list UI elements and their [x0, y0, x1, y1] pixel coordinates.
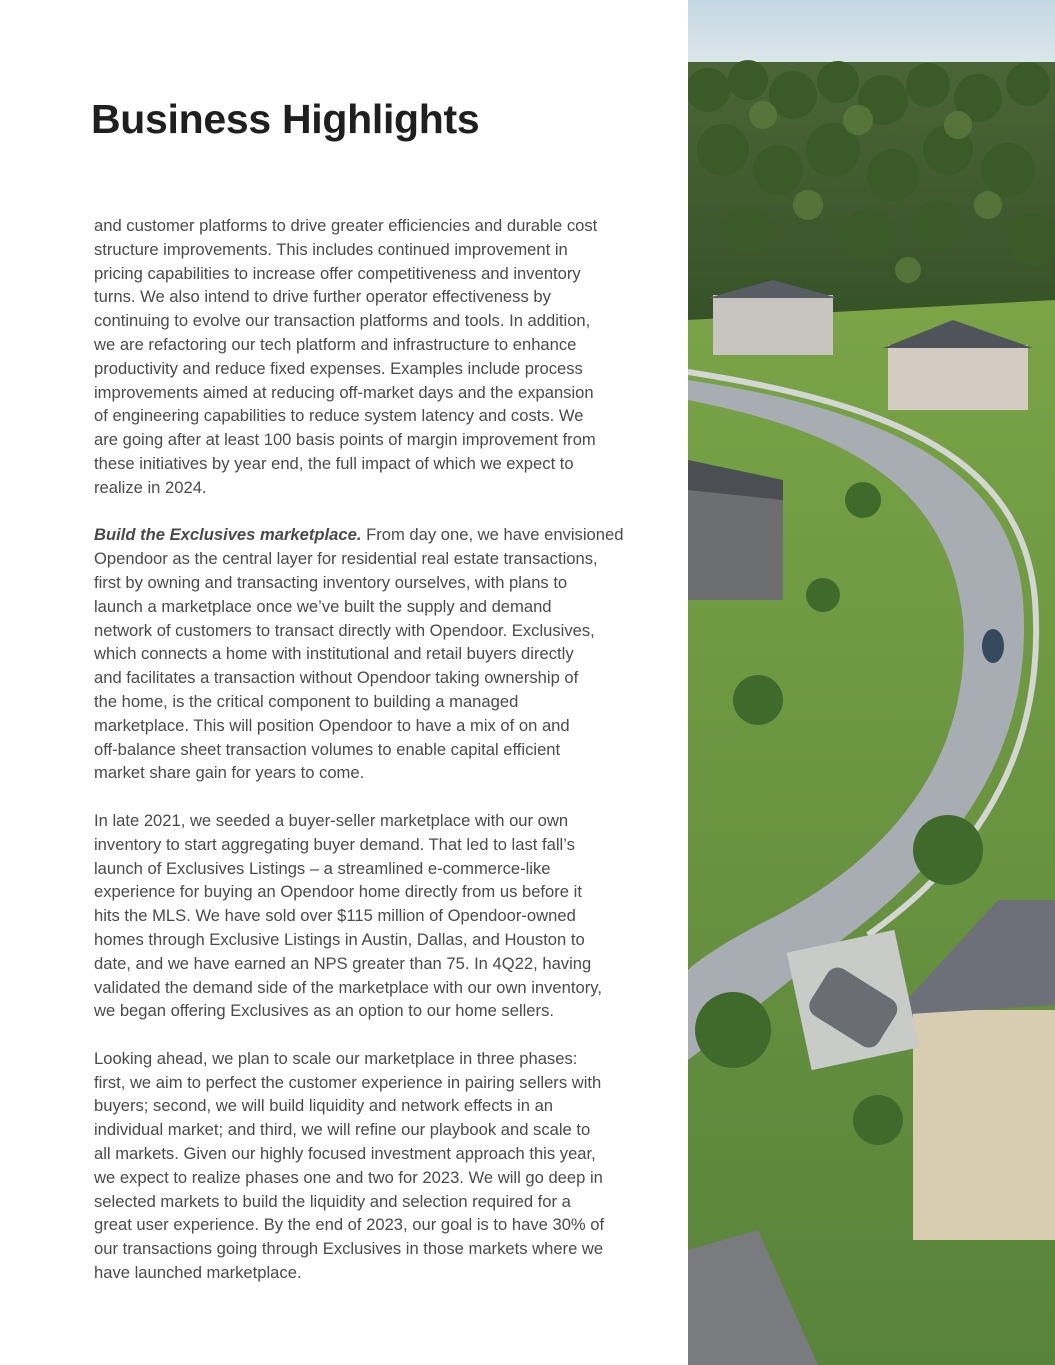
section-lead-in: Build the Exclusives marketplace.	[94, 525, 362, 545]
text-line: network of customers to transact directly with Opendoor. Exclusives,	[94, 620, 595, 640]
text-line: these initiatives by year end, the full impact of which we expect to	[94, 453, 574, 473]
text-line: experience for buying an Opendoor home directly from us before it	[94, 882, 582, 902]
text-line: Opendoor as the central layer for residential real estate transactions,	[94, 549, 598, 569]
text-line: market share gain for years to come.	[94, 763, 365, 783]
text-line: we began offering Exclusives as an option to our home sellers.	[94, 1001, 554, 1021]
text-line: are going after at least 100 basis points of margin improvement from	[94, 430, 596, 450]
text-line: great user experience. By the end of 2023, our goal is to have 30% of	[94, 1215, 605, 1235]
text-line: first, we aim to perfect the customer experience in pairing sellers with	[94, 1072, 602, 1092]
text-line: Looking ahead, we plan to scale our marketplace in three phases:	[94, 1048, 578, 1068]
text-line: inventory to start aggregating buyer demand. That led to last fall’s	[94, 834, 575, 854]
paragraph-looking-ahead	[94, 1047, 629, 1285]
page-title: Business Highlights	[91, 96, 480, 142]
text-line: and customer platforms to drive greater efficiencies and durable cost	[94, 216, 598, 235]
text-line: structure improvements. This includes continued improvement in	[94, 239, 568, 259]
text-line: marketplace. This will position Opendoor to have a mix of on and	[94, 715, 570, 735]
house-left	[688, 460, 783, 600]
text-line: the home, is the critical component to building a managed	[94, 691, 519, 711]
text-line: In late 2021, we seeded a buyer-seller marketplace with our own	[94, 810, 569, 830]
sky	[688, 0, 1055, 70]
text-line: first by owning and transacting inventory ourselves, with plans to	[94, 572, 568, 592]
text-line: launch a marketplace once we’ve built the supply and demand	[94, 596, 552, 616]
paragraph-buyer-seller-marketplace	[94, 809, 629, 1023]
text-line: homes through Exclusive Listings in Austin, Dallas, and Houston to	[94, 929, 585, 949]
text-line: individual market; and third, we will refine our playbook and scale to	[94, 1120, 591, 1140]
text-line: turns. We also intend to drive further operator effectiveness by	[94, 287, 551, 307]
text-line: we expect to realize phases one and two for 2023. We will go deep in	[94, 1167, 603, 1187]
text-line: productivity and reduce fixed expenses. Examples include process	[94, 358, 583, 378]
paragraph-exclusives-marketplace	[94, 523, 629, 785]
text-line: improvements aimed at reducing off-market days and the expansion	[94, 382, 594, 402]
aerial-neighborhood-photo	[688, 0, 1055, 1365]
text-line: buyers; second, we will build liquidity and network effects in an	[94, 1096, 554, 1116]
text-line: date, and we have earned an NPS greater than 75. In 4Q22, having	[94, 953, 592, 973]
car-blue	[982, 629, 1004, 663]
text-line: and facilitates a transaction without Opendoor taking ownership of	[94, 668, 579, 688]
text-line: of engineering capabilities to reduce system latency and costs. We	[94, 406, 584, 426]
text-line: validated the demand side of the marketplace with our own inventory,	[94, 977, 602, 997]
text-line: pricing capabilities to increase offer competitiveness and inventory	[94, 263, 581, 283]
text-line: have launched marketplace.	[94, 1263, 302, 1283]
text-line: continuing to evolve our transaction platforms and tools. In addition,	[94, 311, 591, 331]
text-line: all markets. Given our highly focused investment approach this year,	[94, 1144, 596, 1164]
text-line: we are refactoring our tech platform and infrastructure to enhance	[94, 334, 577, 354]
text-line: off-balance sheet transaction volumes to enable capital efficient	[94, 739, 561, 759]
text-line	[94, 523, 629, 547]
text-line: which connects a home with institutional and retail buyers directly	[94, 644, 574, 664]
text-line: hits the MLS. We have sold over $115 million of Opendoor-owned	[94, 906, 576, 926]
paragraph-efficiency	[94, 214, 629, 500]
text-line: our transactions going through Exclusives in those markets where we	[94, 1239, 604, 1259]
body-text	[94, 214, 629, 1309]
text-line: selected markets to build the liquidity and selection required for a	[94, 1191, 571, 1211]
text-line: launch of Exclusives Listings – a streamlined e-commerce-like	[94, 858, 551, 878]
text-line-remainder: From day one, we have envisioned	[361, 525, 624, 545]
text-line: realize in 2024.	[94, 477, 207, 497]
